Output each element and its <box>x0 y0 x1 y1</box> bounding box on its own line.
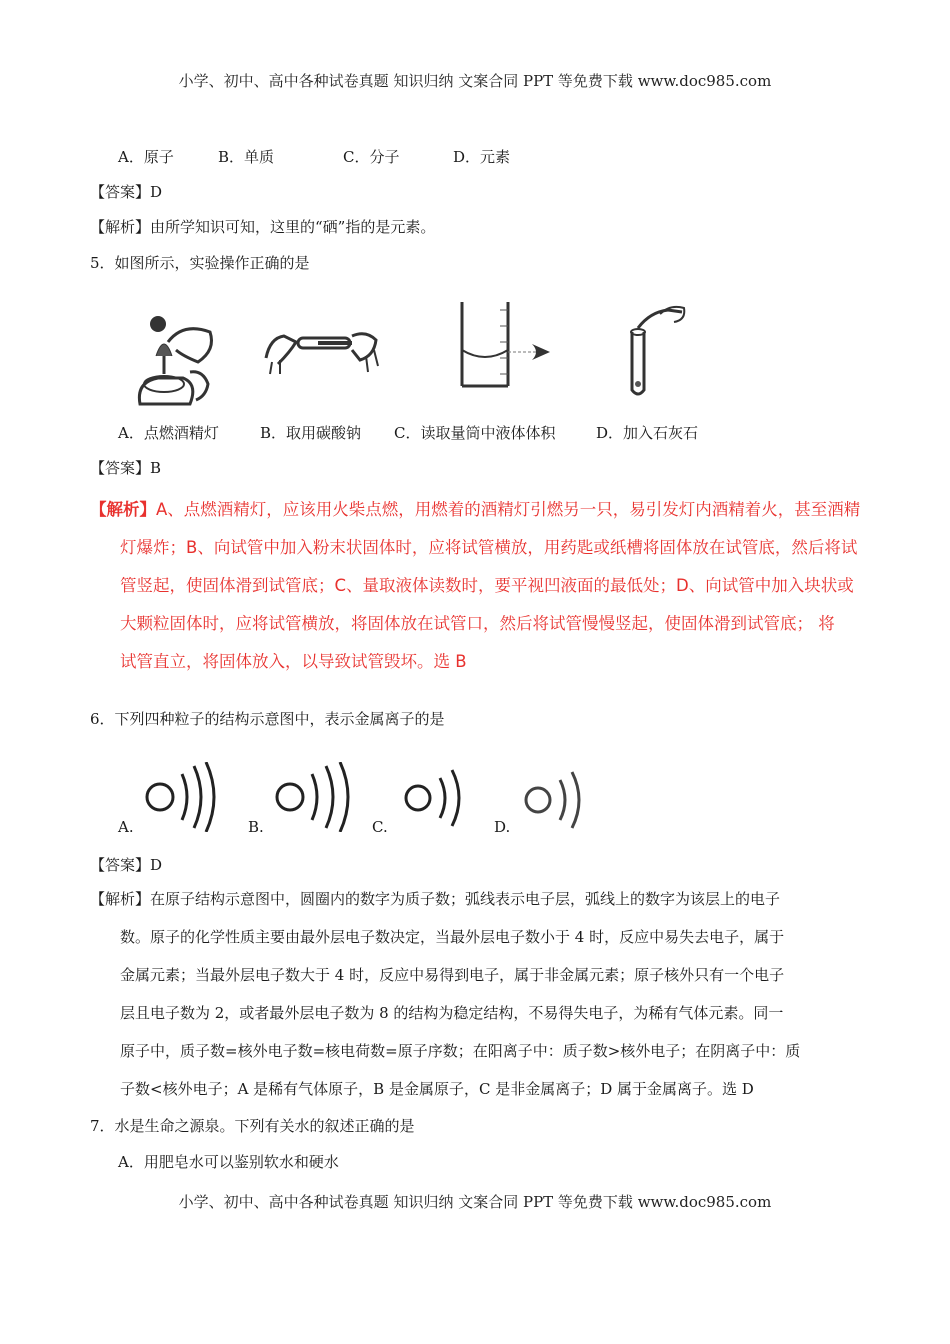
q4-options <box>118 146 510 167</box>
q5-analysis-line: A、点燃酒精灯，应该用火柴点燃，用燃着的酒精灯引燃另一只，易引发灯内酒精着火，甚至酒精 <box>156 500 861 519</box>
limestone-tube-illustration <box>624 304 694 400</box>
q6-answer: 【答案】D <box>90 856 163 874</box>
q5-question: 5．如图所示，实验操作正确的是 <box>90 254 310 272</box>
q5-option-b: B．取用碳酸钠 <box>260 424 362 442</box>
q6-analysis-line: 金属元素；当最外层电子数大于 4 时，反应中易得到电子，属于非金属元素；原子核外只有一个电子 <box>120 966 785 984</box>
q4-option-c: C．分子 <box>343 148 400 166</box>
q5-options <box>118 422 698 443</box>
particle-diagram-a <box>140 762 220 832</box>
q5-analysis-line: 灯爆炸；B、向试管中加入粉末状固体时，应将试管横放，用药匙或纸槽将固体放在试管底，然后将试 <box>120 538 858 557</box>
q6-label-a: A. <box>118 818 134 836</box>
graduated-cylinder-illustration <box>450 300 560 392</box>
q5-analysis-line: 大颗粒固体时，应将试管横放，将固体放在试管口，然后将试管慢慢竖起，使固体滑到试管底； 将 <box>120 614 835 633</box>
page-header: 小学、初中、高中各种试卷真题 知识归纳 文案合同 PPT 等免费下载 www.doc985.com <box>178 72 772 90</box>
q5-option-a: A．点燃酒精灯 <box>118 424 219 442</box>
q6-analysis-line: 【解析】在原子结构示意图中，圆圈内的数字为质子数；弧线表示电子层，弧线上的数字为该层上的电子 <box>90 890 781 908</box>
q6-question: 6．下列四种粒子的结构示意图中，表示金属离子的是 <box>90 710 445 728</box>
q5-analysis-line: 管竖起，使固体滑到试管底；C、量取液体读数时，要平视凹液面的最低处；D、向试管中加入块状或 <box>120 576 854 595</box>
particle-diagram-b <box>270 762 360 832</box>
q4-option-a: A．原子 <box>118 148 174 166</box>
q6-analysis-line: 原子中，质子数=核外电子数=核电荷数=原子序数；在阳离子中：质子数>核外电子；在阴离子中：质 <box>120 1042 801 1060</box>
q6-analysis <box>90 880 870 1108</box>
q6-label-c: C. <box>372 818 388 836</box>
particle-diagram-d <box>520 770 590 830</box>
q5-analysis <box>90 491 870 681</box>
q5-analysis-line: 试管直立，将固体放入，以导致试管毁坏。选 B <box>120 652 467 671</box>
alcohol-lamp-illustration <box>128 312 223 407</box>
page-footer: 小学、初中、高中各种试卷真题 知识归纳 文案合同 PPT 等免费下载 www.doc985.com <box>178 1193 772 1211</box>
q5-analysis-lead: 【解析】 <box>90 500 156 519</box>
q6-analysis-line: 层且电子数为 2，或者最外层电子数为 8 的结构为稳定结构，不易得失电子，为稀有气体元素。同一 <box>120 1004 784 1022</box>
sodium-carbonate-illustration <box>262 318 382 378</box>
q5-option-d: D．加入石灰石 <box>596 424 699 442</box>
q6-label-b: B. <box>248 818 264 836</box>
particle-diagram-c <box>400 768 470 828</box>
q4-option-b: B．单质 <box>218 148 275 166</box>
q6-analysis-line: 数。原子的化学性质主要由最外层电子数决定，当最外层电子数小于 4 时，反应中易失去电子，属于 <box>120 928 785 946</box>
q4-answer: 【答案】D <box>90 183 163 201</box>
q4-option-d: D．元素 <box>453 148 511 166</box>
q5-answer: 【答案】B <box>90 459 162 477</box>
q7-option-a: A．用肥皂水可以鉴别软水和硬水 <box>118 1153 339 1171</box>
q6-analysis-line: 子数<核外电子；A 是稀有气体原子，B 是金属原子，C 是非金属离子；D 属于金属离子。选 D <box>120 1080 754 1098</box>
q7-question: 7．水是生命之源泉。下列有关水的叙述正确的是 <box>90 1117 415 1135</box>
q5-option-c: C．读取量筒中液体体积 <box>394 424 556 442</box>
q6-label-d: D. <box>494 818 511 836</box>
q4-analysis: 【解析】由所学知识可知，这里的“硒”指的是元素。 <box>90 218 436 236</box>
